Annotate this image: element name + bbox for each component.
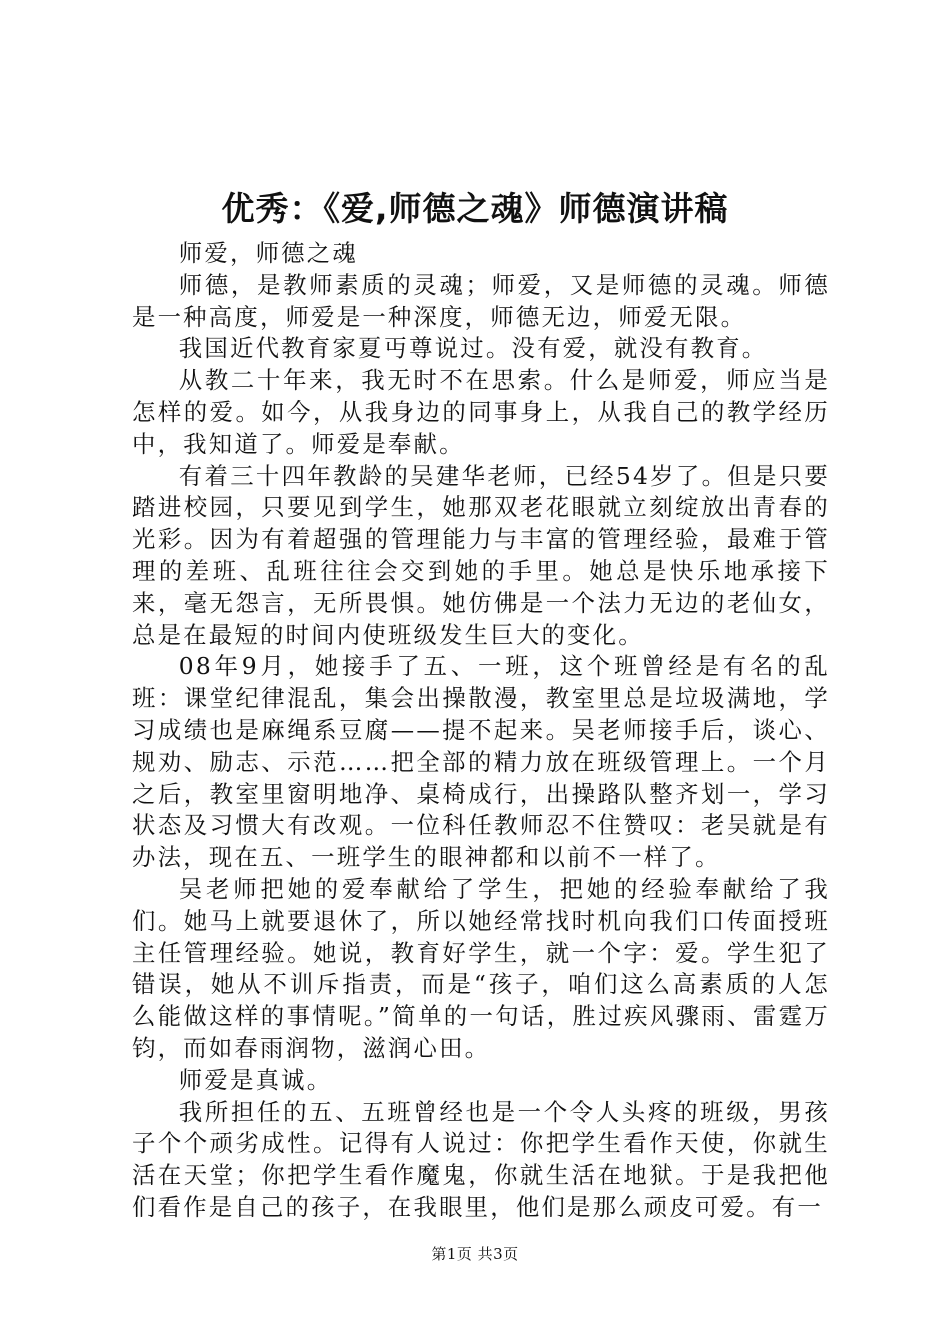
page-number-footer: 第1页 共3页	[431, 1245, 519, 1263]
paragraph: 我所担任的五、五班曾经也是一个令人头疼的班级，男孩子个个顽劣成性。记得有人说过：你把学生看作天使，你就生活在天堂；你把学生看作魔鬼，你就生活在地狱。于是我把他们看作是自己的孩子，在我眼里，他们是那么顽皮可爱。有一	[132, 1097, 830, 1221]
document-body	[132, 238, 830, 1224]
paragraph-heading: 师爱是真诚。	[178, 1065, 333, 1094]
paragraph: 师德，是教师素质的灵魂；师爱，又是师德的灵魂。师德是一种高度，师爱是一种深度，师德无边，师爱无限。	[132, 270, 830, 331]
paragraph: 吴老师把她的爱奉献给了学生，把她的经验奉献给了我们。她马上就要退休了，所以她经常找时机向我们口传面授班主任管理经验。她说，教育好学生，就一个字：爱。学生犯了错误，她从不训斥指责，而是“孩子，咱们这么高素质的人怎么能做这样的事情呢。”简单的一句话，胜过疾风骤雨、雷霆万钧，而如春雨润物，滋润心田。	[132, 874, 830, 1062]
paragraph: 从教二十年来，我无时不在思索。什么是师爱，师应当是怎样的爱。如今，从我身边的同事身上，从我自己的教学经历中，我知道了。师爱是奉献。	[132, 366, 830, 458]
paragraph: 我国近代教育家夏丏尊说过。没有爱，就没有教育。	[178, 334, 768, 363]
paragraph: 有着三十四年教龄的吴建华老师，已经54岁了。但是只要踏进校园，只要见到学生，她那双老花眼就立刻绽放出青春的光彩。因为有着超强的管理能力与丰富的管理经验，最难于管理的差班、乱班往往会交到她的手里。她总是快乐地承接下来，毫无怨言，无所畏惧。她仿佛是一个法力无边的老仙女，总是在最短的时间内使班级发生巨大的变化。	[132, 461, 830, 649]
paragraph: 08年9月，她接手了五、一班，这个班曾经是有名的乱班：课堂纪律混乱，集会出操散漫，教室里总是垃圾满地，学习成绩也是麻绳系豆腐——提不起来。吴老师接手后，谈心、规劝、励志、示范……把全部的精力放在班级管理上。一个月之后，教室里窗明地净、桌椅成行，出操路队整齐划一，学习状态及习惯大有改观。一位科任教师忍不住赞叹：老吴就是有办法，现在五、一班学生的眼神都和以前不一样了。	[132, 652, 830, 872]
paragraph-subtitle: 师爱，师德之魂	[178, 239, 358, 267]
document-title: 优秀：《爱,师德之魂》师德演讲稿	[221, 189, 729, 228]
